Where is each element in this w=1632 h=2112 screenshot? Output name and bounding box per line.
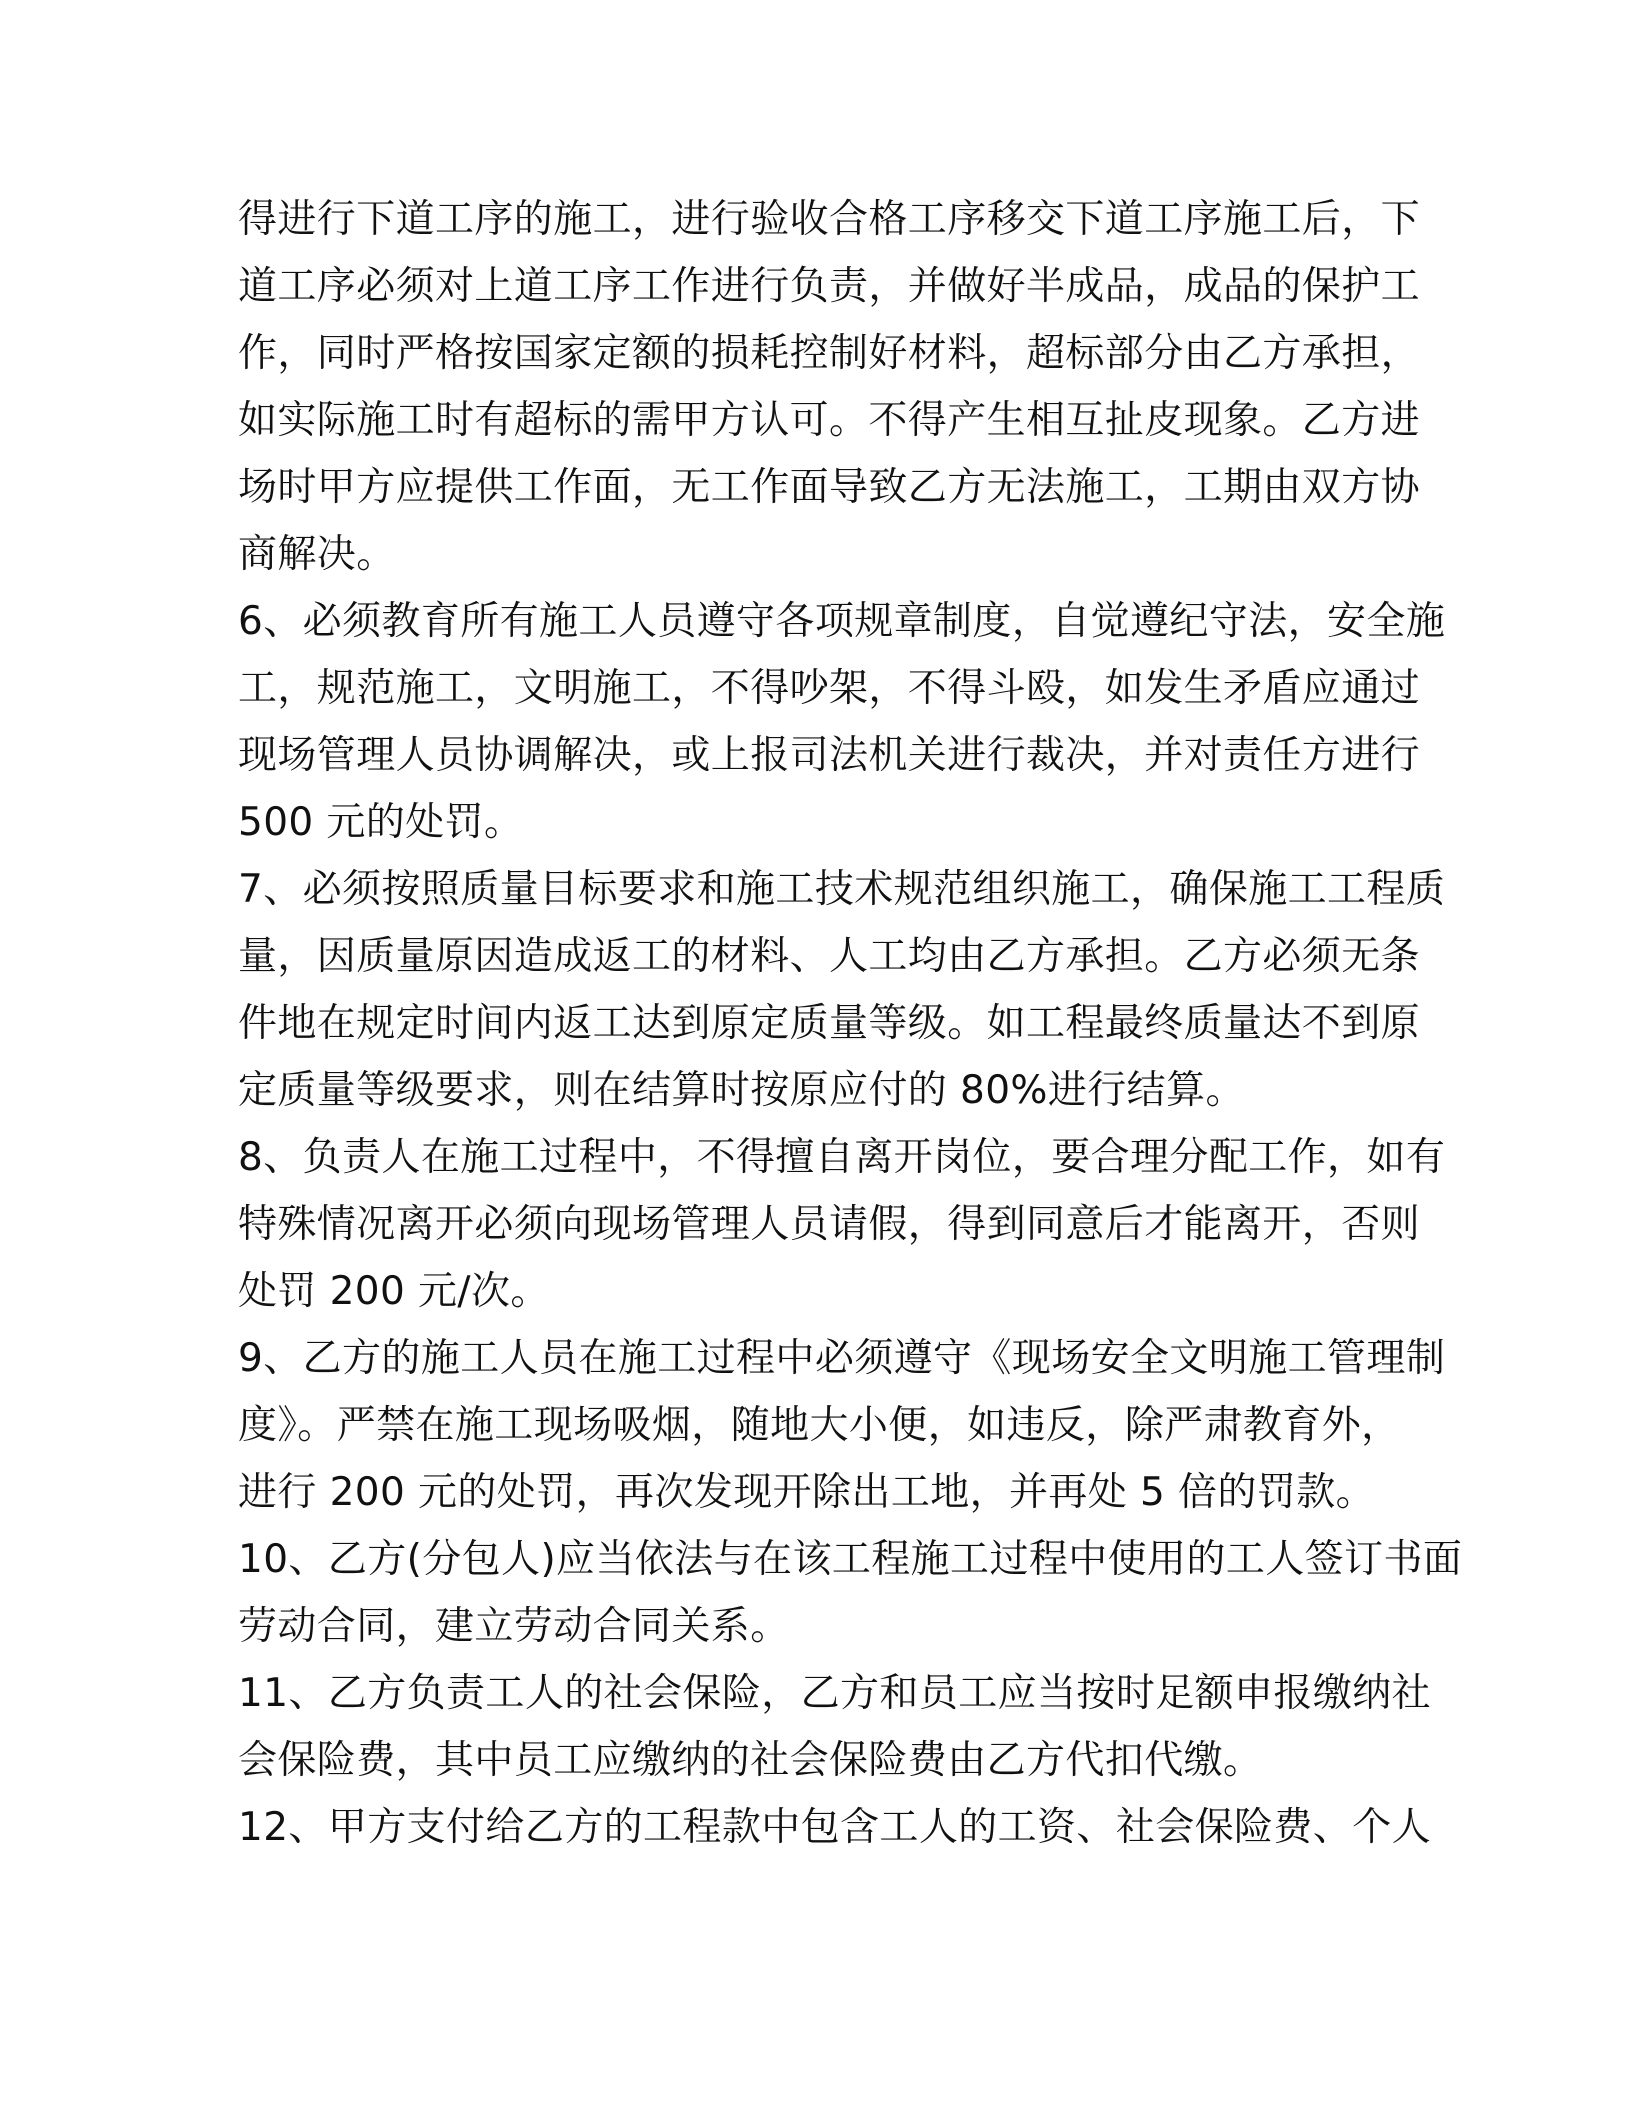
- text-line: 处罚 200 元/次。: [238, 1269, 550, 1314]
- text-line: 会保险费，其中员工应缴纳的社会保险费由乙方代扣代缴。: [238, 1738, 1263, 1783]
- text-line: 如实际施工时有超标的需甲方认可。不得产生相互扯皮现象。乙方进: [238, 398, 1421, 443]
- text-line: 特殊情况离开必须向现场管理人员请假，得到同意后才能离开，否则: [238, 1202, 1421, 1247]
- text-line: 500 元的处罚。: [238, 800, 524, 845]
- text-line: 场时甲方应提供工作面，无工作面导致乙方无法施工，工期由双方协: [238, 465, 1421, 510]
- text-line: 现场管理人员协调解决，或上报司法机关进行裁决，并对责任方进行: [238, 733, 1421, 778]
- text-line: 10、乙方(分包人)应当依法与在该工程施工过程中使用的工人签订书面: [238, 1537, 1463, 1582]
- text-line: 7、必须按照质量目标要求和施工技术规范组织施工，确保施工工程质: [238, 867, 1446, 912]
- text-line: 6、必须教育所有施工人员遵守各项规章制度，自觉遵纪守法，安全施: [238, 599, 1446, 644]
- text-line: 进行 200 元的处罚，再次发现开除出工地，并再处 5 倍的罚款。: [238, 1470, 1376, 1515]
- text-line: 得进行下道工序的施工，进行验收合格工序移交下道工序施工后，下: [238, 197, 1421, 242]
- text-line: 道工序必须对上道工序工作进行负责，并做好半成品，成品的保护工: [238, 264, 1421, 309]
- text-line: 劳动合同，建立劳动合同关系。: [238, 1604, 790, 1649]
- text-line: 11、乙方负责工人的社会保险，乙方和员工应当按时足额申报缴纳社: [238, 1671, 1432, 1716]
- text-line: 定质量等级要求，则在结算时按原应付的 80%进行结算。: [238, 1068, 1245, 1113]
- text-line: 件地在规定时间内返工达到原定质量等级。如工程最终质量达不到原: [238, 1001, 1421, 1046]
- text-line: 度》。严禁在施工现场吸烟，随地大小便，如违反，除严肃教育外，: [238, 1403, 1401, 1448]
- text-line: 量，因质量原因造成返工的材料、人工均由乙方承担。乙方必须无条: [238, 934, 1421, 979]
- text-line: 工，规范施工，文明施工，不得吵架，不得斗殴，如发生矛盾应通过: [238, 666, 1421, 711]
- document-body: [238, 186, 1463, 1861]
- text-line: 8、负责人在施工过程中，不得擅自离开岗位，要合理分配工作，如有: [238, 1135, 1446, 1180]
- text-line: 9、乙方的施工人员在施工过程中必须遵守《现场安全文明施工管理制: [238, 1336, 1446, 1381]
- text-line: 作，同时严格按国家定额的损耗控制好材料，超标部分由乙方承担，: [238, 331, 1421, 376]
- text-line: 12、甲方支付给乙方的工程款中包含工人的工资、社会保险费、个人: [238, 1805, 1432, 1850]
- text-line: 商解决。: [238, 532, 396, 577]
